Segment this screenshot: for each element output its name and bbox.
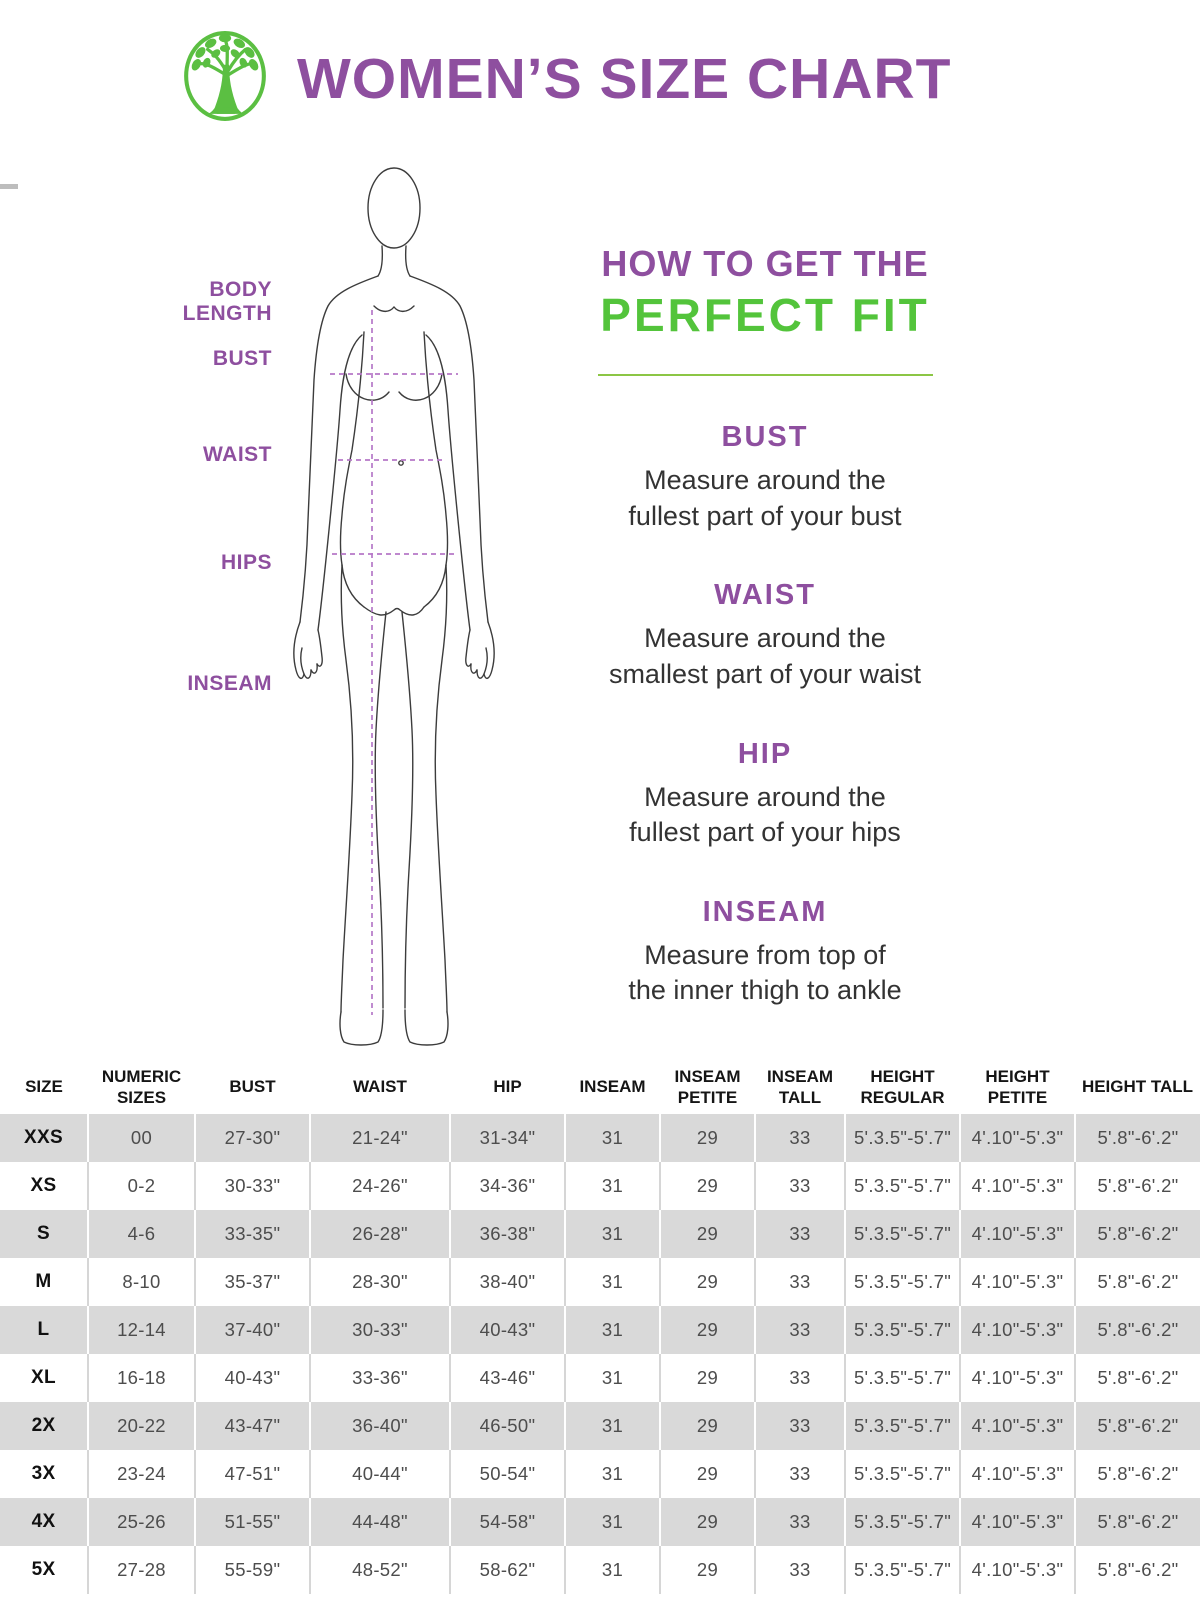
- table-cell: XL: [0, 1354, 88, 1402]
- table-cell: 34-36": [450, 1162, 565, 1210]
- table-cell: 5X: [0, 1546, 88, 1594]
- table-cell: 37-40": [195, 1306, 310, 1354]
- table-cell: 51-55": [195, 1498, 310, 1546]
- table-cell: 4-6: [88, 1210, 195, 1258]
- section-text-line: the inner thigh to ankle: [628, 975, 902, 1006]
- column-header: HEIGHT PETITE: [960, 1060, 1075, 1114]
- table-cell: 00: [88, 1114, 195, 1162]
- table-cell: 33: [755, 1450, 845, 1498]
- table-cell: 29: [660, 1450, 755, 1498]
- table-header-row: [0, 1060, 1200, 1114]
- how-to-title-line2: PERFECT FIT: [600, 289, 930, 341]
- table-cell: 5'.8"-6'.2": [1075, 1498, 1200, 1546]
- table-cell: 33: [755, 1306, 845, 1354]
- table-cell: 29: [660, 1114, 755, 1162]
- table-cell: 33: [755, 1258, 845, 1306]
- page-title: WOMEN’S SIZE CHART: [297, 47, 952, 111]
- table-cell: 33: [755, 1162, 845, 1210]
- table-cell: 27-30": [195, 1114, 310, 1162]
- section-bust: [555, 421, 975, 534]
- table-cell: 47-51": [195, 1450, 310, 1498]
- section-text-line: fullest part of your hips: [629, 817, 901, 848]
- table-cell: 4'.10"-5'.3": [960, 1114, 1075, 1162]
- section-hip: [555, 738, 975, 851]
- table-row: [0, 1498, 1200, 1546]
- table-cell: 4'.10"-5'.3": [960, 1450, 1075, 1498]
- table-cell: 29: [660, 1162, 755, 1210]
- table-cell: 38-40": [450, 1258, 565, 1306]
- table-cell: 54-58": [450, 1498, 565, 1546]
- table-cell: 43-47": [195, 1402, 310, 1450]
- table-cell: 5'.3.5"-5'.7": [845, 1258, 960, 1306]
- table-row: [0, 1450, 1200, 1498]
- table-cell: 29: [660, 1354, 755, 1402]
- table-cell: 58-62": [450, 1546, 565, 1594]
- table-cell: 36-38": [450, 1210, 565, 1258]
- table-cell: 31: [565, 1402, 660, 1450]
- section-text-line: Measure around the: [644, 623, 886, 654]
- table-row: [0, 1402, 1200, 1450]
- section-text-line: fullest part of your bust: [628, 500, 902, 531]
- table-cell: 5'.8"-6'.2": [1075, 1162, 1200, 1210]
- table-cell: 31: [565, 1306, 660, 1354]
- table-cell: 29: [660, 1498, 755, 1546]
- table-cell: 5'.8"-6'.2": [1075, 1546, 1200, 1594]
- table-cell: 55-59": [195, 1546, 310, 1594]
- table-row: [0, 1354, 1200, 1402]
- table-cell: 33: [755, 1114, 845, 1162]
- table-cell: 35-37": [195, 1258, 310, 1306]
- table-body: [0, 1114, 1200, 1594]
- table-cell: 31: [565, 1114, 660, 1162]
- table-cell: 5'.3.5"-5'.7": [845, 1114, 960, 1162]
- section-text: [555, 463, 975, 534]
- table-cell: S: [0, 1210, 88, 1258]
- section-text: [555, 621, 975, 692]
- column-header: SIZE: [0, 1060, 88, 1114]
- column-header: INSEAM PETITE: [660, 1060, 755, 1114]
- table-row: [0, 1114, 1200, 1162]
- section-waist: [555, 579, 975, 692]
- table-cell: 2X: [0, 1402, 88, 1450]
- table-cell: 31: [565, 1210, 660, 1258]
- column-header: BUST: [195, 1060, 310, 1114]
- table-cell: 29: [660, 1306, 755, 1354]
- table-row: [0, 1546, 1200, 1594]
- how-to-panel: [555, 243, 975, 1009]
- table-row: [0, 1210, 1200, 1258]
- table-cell: 36-40": [310, 1402, 450, 1450]
- section-text-line: smallest part of your waist: [608, 658, 922, 689]
- table-row: [0, 1162, 1200, 1210]
- table-cell: 46-50": [450, 1402, 565, 1450]
- table-cell: 20-22: [88, 1402, 195, 1450]
- body-figure-illustration: [282, 160, 514, 1048]
- table-cell: 31: [565, 1546, 660, 1594]
- table-cell: XS: [0, 1162, 88, 1210]
- table-cell: L: [0, 1306, 88, 1354]
- section-inseam: [555, 896, 975, 1009]
- table-cell: 43-46": [450, 1354, 565, 1402]
- how-to-title-line1: HOW TO GET THE: [601, 243, 929, 284]
- section-text-line: Measure around the: [644, 781, 886, 812]
- figure-label-inseam: INSEAM: [187, 672, 272, 695]
- table-cell: 29: [660, 1258, 755, 1306]
- section-text-line: Measure from top of: [644, 939, 886, 970]
- table-cell: 16-18: [88, 1354, 195, 1402]
- table-cell: 12-14: [88, 1306, 195, 1354]
- table-cell: 23-24: [88, 1450, 195, 1498]
- table-cell: 4X: [0, 1498, 88, 1546]
- table-cell: 33-35": [195, 1210, 310, 1258]
- tree-logo-icon: [182, 30, 268, 122]
- column-header: INSEAM: [565, 1060, 660, 1114]
- table-cell: 5'.8"-6'.2": [1075, 1354, 1200, 1402]
- table-cell: 31: [565, 1450, 660, 1498]
- table-cell: 30-33": [195, 1162, 310, 1210]
- figure-label-waist: WAIST: [203, 443, 272, 466]
- section-heading: BUST: [721, 421, 809, 453]
- table-cell: 5'.3.5"-5'.7": [845, 1210, 960, 1258]
- table-cell: 33: [755, 1546, 845, 1594]
- figure-label-bust: BUST: [212, 347, 272, 370]
- table-cell: 29: [660, 1210, 755, 1258]
- section-heading: INSEAM: [702, 895, 828, 928]
- table-cell: 31: [565, 1354, 660, 1402]
- table-cell: 50-54": [450, 1450, 565, 1498]
- table-cell: 5'.3.5"-5'.7": [845, 1498, 960, 1546]
- table-cell: 31: [565, 1498, 660, 1546]
- table-cell: 25-26: [88, 1498, 195, 1546]
- table-cell: 33: [755, 1210, 845, 1258]
- table-cell: M: [0, 1258, 88, 1306]
- table-cell: XXS: [0, 1114, 88, 1162]
- section-text: [555, 780, 975, 851]
- table-cell: 5'.8"-6'.2": [1075, 1210, 1200, 1258]
- green-divider: [598, 374, 933, 376]
- table-cell: 33: [755, 1354, 845, 1402]
- table-cell: 5'.8"-6'.2": [1075, 1450, 1200, 1498]
- table-cell: 0-2: [88, 1162, 195, 1210]
- table-cell: 33: [755, 1498, 845, 1546]
- section-text: [555, 938, 975, 1009]
- section-text-line: Measure around the: [644, 465, 886, 495]
- table-cell: 33-36": [310, 1354, 450, 1402]
- table-cell: 4'.10"-5'.3": [960, 1498, 1075, 1546]
- table-cell: 4'.10"-5'.3": [960, 1546, 1075, 1594]
- table-cell: 5'.8"-6'.2": [1075, 1114, 1200, 1162]
- table-cell: 28-30": [310, 1258, 450, 1306]
- section-heading: WAIST: [714, 579, 816, 612]
- table-cell: 5'.3.5"-5'.7": [845, 1546, 960, 1594]
- table-cell: 24-26": [310, 1162, 450, 1210]
- table-cell: 21-24": [310, 1114, 450, 1162]
- table-cell: 5'.3.5"-5'.7": [845, 1450, 960, 1498]
- table-cell: 5'.3.5"-5'.7": [845, 1306, 960, 1354]
- table-cell: 3X: [0, 1450, 88, 1498]
- page-edge-artifact: [0, 184, 18, 189]
- table-cell: 33: [755, 1402, 845, 1450]
- table-cell: 40-44": [310, 1450, 450, 1498]
- section-heading: HIP: [737, 737, 793, 770]
- column-header: HEIGHT TALL: [1075, 1060, 1200, 1114]
- table-row: [0, 1306, 1200, 1354]
- table-row: [0, 1258, 1200, 1306]
- column-header: NUMERIC SIZES: [88, 1060, 195, 1114]
- size-table: [0, 1060, 1200, 1594]
- column-header: INSEAM TALL: [755, 1060, 845, 1114]
- table-cell: 4'.10"-5'.3": [960, 1210, 1075, 1258]
- table-cell: 27-28: [88, 1546, 195, 1594]
- table-cell: 29: [660, 1402, 755, 1450]
- table-cell: 26-28": [310, 1210, 450, 1258]
- figure-label-body-length: BODY LENGTH: [182, 278, 272, 326]
- table-cell: 31: [565, 1258, 660, 1306]
- table-cell: 31-34": [450, 1114, 565, 1162]
- table-cell: 5'.3.5"-5'.7": [845, 1162, 960, 1210]
- table-cell: 5'.3.5"-5'.7": [845, 1402, 960, 1450]
- table-cell: 4'.10"-5'.3": [960, 1162, 1075, 1210]
- table-cell: 8-10: [88, 1258, 195, 1306]
- table-cell: 5'.3.5"-5'.7": [845, 1354, 960, 1402]
- table-cell: 44-48": [310, 1498, 450, 1546]
- table-cell: 4'.10"-5'.3": [960, 1402, 1075, 1450]
- table-cell: 29: [660, 1546, 755, 1594]
- figure-label-hips: HIPS: [220, 551, 272, 574]
- column-header: HIP: [450, 1060, 565, 1114]
- table-cell: 40-43": [195, 1354, 310, 1402]
- table-cell: 48-52": [310, 1546, 450, 1594]
- table-cell: 5'.8"-6'.2": [1075, 1258, 1200, 1306]
- table-cell: 30-33": [310, 1306, 450, 1354]
- table-cell: 5'.8"-6'.2": [1075, 1402, 1200, 1450]
- table-cell: 4'.10"-5'.3": [960, 1354, 1075, 1402]
- table-cell: 31: [565, 1162, 660, 1210]
- table-cell: 5'.8"-6'.2": [1075, 1306, 1200, 1354]
- column-header: HEIGHT REGULAR: [845, 1060, 960, 1114]
- table-cell: 4'.10"-5'.3": [960, 1306, 1075, 1354]
- column-header: WAIST: [310, 1060, 450, 1114]
- table-cell: 40-43": [450, 1306, 565, 1354]
- table-cell: 4'.10"-5'.3": [960, 1258, 1075, 1306]
